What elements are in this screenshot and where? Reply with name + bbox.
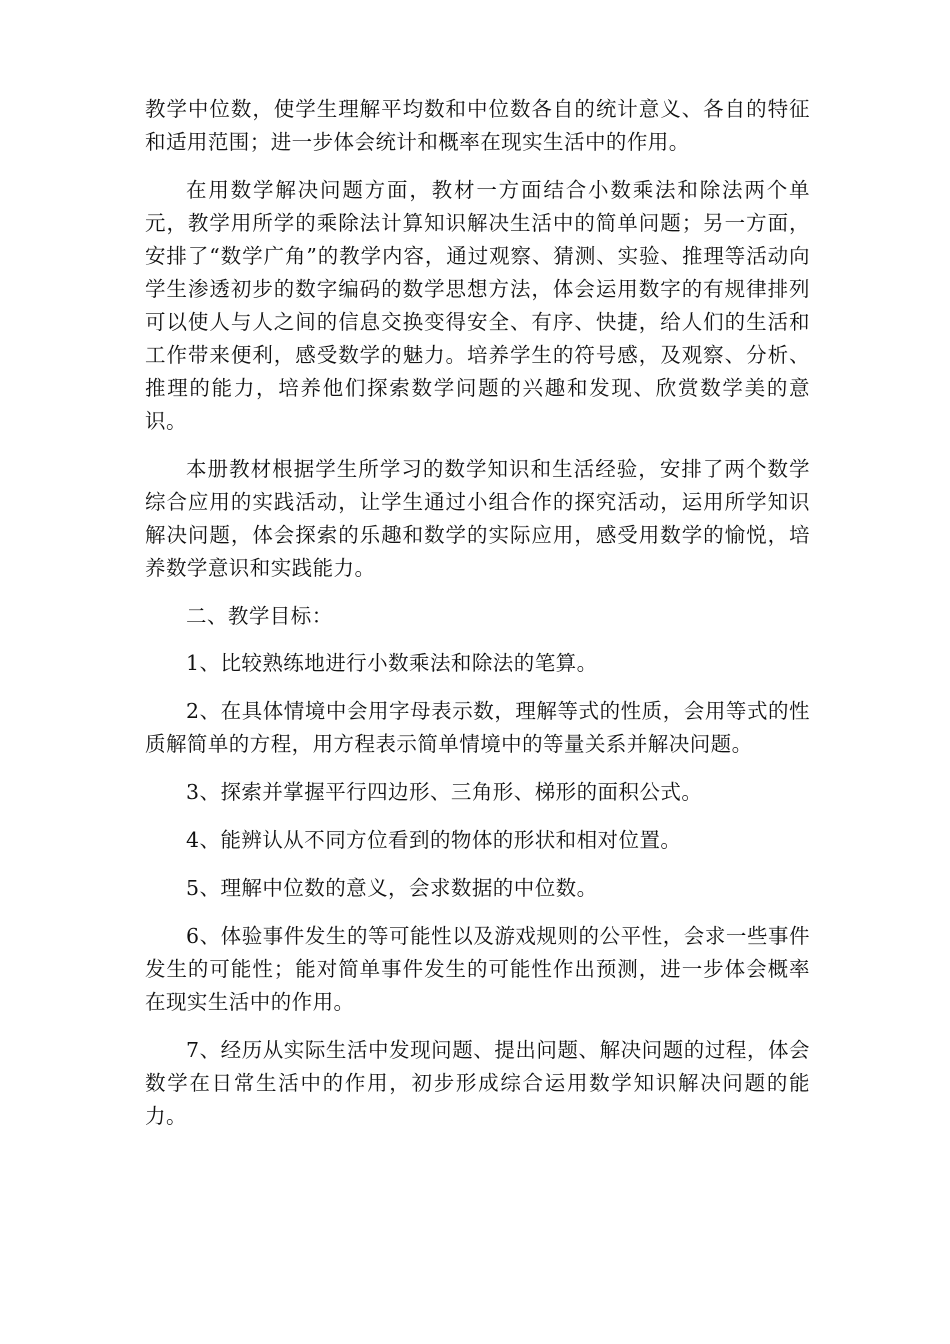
goal-item-3: 3、探索并掌握平行四边形、三角形、梯形的面积公式。 bbox=[186, 780, 703, 804]
paragraph-problem-solving: 在用数学解决问题方面，教材一方面结合小数乘法和除法两个单元，教学用所学的乘除法计算知识解决生活中的简单问题；另一方面，安排了“数学广角”的教学内容，通过观察、猜测、实验、推理等活动向学生渗透初步的数字编码的数学思想方法，体会运用数字的有规律排列可以使人与人之间的信息交换变得安全、有序、快捷，给人们的生活和工作带来便利，感受数学的魅力。培养学生的符号感，及观察、分析、推理的能力，培养他们探索数学问题的兴趣和发现、欣赏数学美的意识。 bbox=[145, 178, 810, 433]
goal-item-7: 7、经历从实际生活中发现问题、提出问题、解决问题的过程，体会数学在日常生活中的作用，初步形成综合运用数学知识解决问题的能力。 bbox=[145, 1038, 810, 1128]
paragraph-continuation: 教学中位数，使学生理解平均数和中位数各自的统计意义、各自的特征和适用范围；进一步体会统计和概率在现实生活中的作用。 bbox=[145, 97, 810, 154]
section-heading-teaching-goals: 二、教学目标： bbox=[186, 604, 333, 628]
paragraph-practice-activities: 本册教材根据学生所学习的数学知识和生活经验，安排了两个数学综合应用的实践活动，让学生通过小组合作的探究活动，运用所学知识解决问题，体会探索的乐趣和数学的实际应用，感受用数学的愉悦，培养数学意识和实践能力。 bbox=[145, 457, 810, 580]
goal-item-5: 5、理解中位数的意义，会求数据的中位数。 bbox=[186, 876, 598, 900]
document-body bbox=[145, 93, 810, 1148]
goal-item-4: 4、能辨认从不同方位看到的物体的形状和相对位置。 bbox=[186, 828, 682, 852]
goal-item-1: 1、比较熟练地进行小数乘法和除法的笔算。 bbox=[186, 651, 598, 675]
goal-item-6: 6、体验事件发生的等可能性以及游戏规则的公平性，会求一些事件发生的可能性；能对简单事件发生的可能性作出预测，进一步体会概率在现实生活中的作用。 bbox=[145, 924, 810, 1014]
goal-item-2: 2、在具体情境中会用字母表示数，理解等式的性质，会用等式的性质解简单的方程，用方程表示简单情境中的等量关系并解决问题。 bbox=[145, 699, 810, 756]
